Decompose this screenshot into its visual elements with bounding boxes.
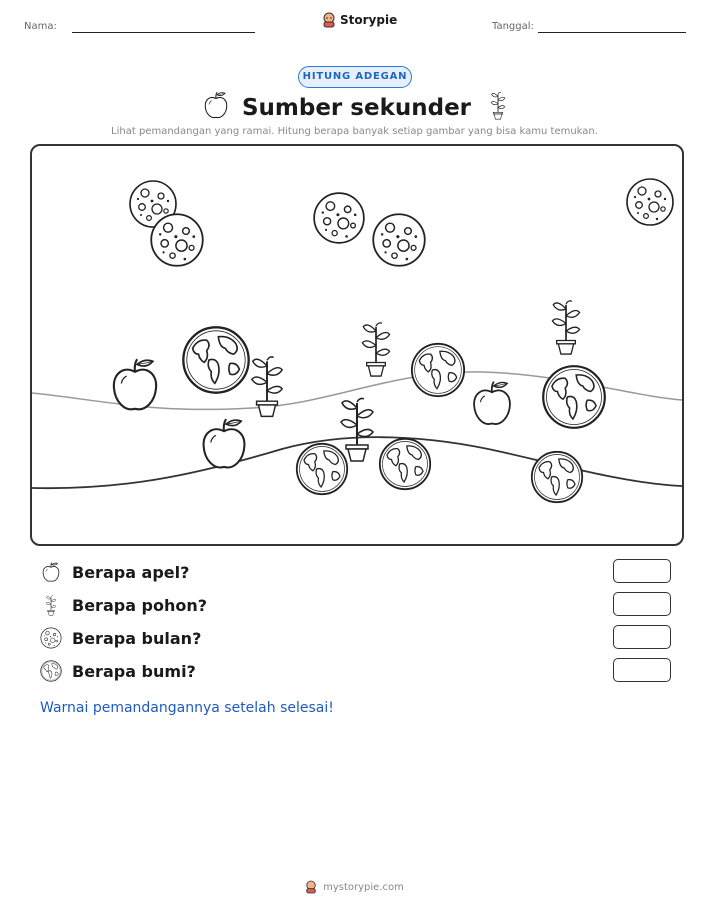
answer-box-moon[interactable]: [613, 625, 671, 649]
storypie-mascot-icon: [322, 12, 336, 28]
name-label: Nama:: [24, 21, 57, 32]
scene-count-badge: HITUNG ADEGAN: [298, 66, 412, 88]
answer-box-plant[interactable]: [613, 592, 671, 616]
footer-url: mystorypie.com: [323, 881, 404, 893]
question-text: Berapa pohon?: [72, 595, 208, 615]
instructions: Lihat pemandangan yang ramai. Hitung berapa banyak setiap gambar yang bisa kamu temukan.: [111, 126, 598, 137]
plant-icon: [489, 90, 507, 120]
moon-icon: [40, 627, 62, 649]
question-text: Berapa bumi?: [72, 661, 196, 681]
earth-icon: [412, 344, 464, 396]
earth-icon: [40, 660, 62, 682]
apple-icon: [40, 561, 62, 583]
moon-icon: [151, 214, 203, 266]
page-title: [0, 90, 709, 121]
question-earth: [40, 660, 196, 682]
date-line[interactable]: [538, 32, 686, 33]
earth-icon: [297, 444, 347, 494]
apple-icon: [202, 90, 230, 120]
date-label: Tanggal:: [492, 21, 534, 32]
scene-drawing: [32, 146, 682, 544]
plant-icon: [362, 323, 389, 376]
plant-icon: [40, 594, 62, 616]
answer-box-apple[interactable]: [613, 559, 671, 583]
apple-icon: [204, 419, 245, 467]
apple-icon: [114, 359, 156, 409]
apple-icon: [474, 382, 510, 424]
moon-icon: [314, 193, 364, 243]
question-text: Berapa bulan?: [72, 628, 202, 648]
moon-icon: [373, 214, 425, 266]
footer: [0, 880, 709, 894]
earth-icon: [532, 452, 582, 502]
title-text: Sumber sekunder: [241, 95, 472, 121]
question-apple: [40, 561, 189, 583]
name-line[interactable]: [72, 32, 255, 33]
answer-box-earth[interactable]: [613, 658, 671, 682]
earth-icon: [183, 327, 248, 392]
storypie-mascot-icon: [305, 880, 317, 894]
plant-icon: [341, 398, 373, 461]
coloring-note: Warnai pemandangannya setelah selesai!: [40, 700, 334, 716]
question-plant: [40, 594, 207, 616]
earth-icon: [543, 366, 605, 428]
plant-icon: [552, 301, 579, 354]
earth-icon: [380, 439, 430, 489]
brand-name: Storypie: [340, 13, 398, 27]
counting-scene: [30, 144, 684, 546]
question-moon: [40, 627, 201, 649]
question-text: Berapa apel?: [72, 562, 190, 582]
moon-icon: [627, 179, 673, 225]
brand-logo: [322, 12, 397, 28]
